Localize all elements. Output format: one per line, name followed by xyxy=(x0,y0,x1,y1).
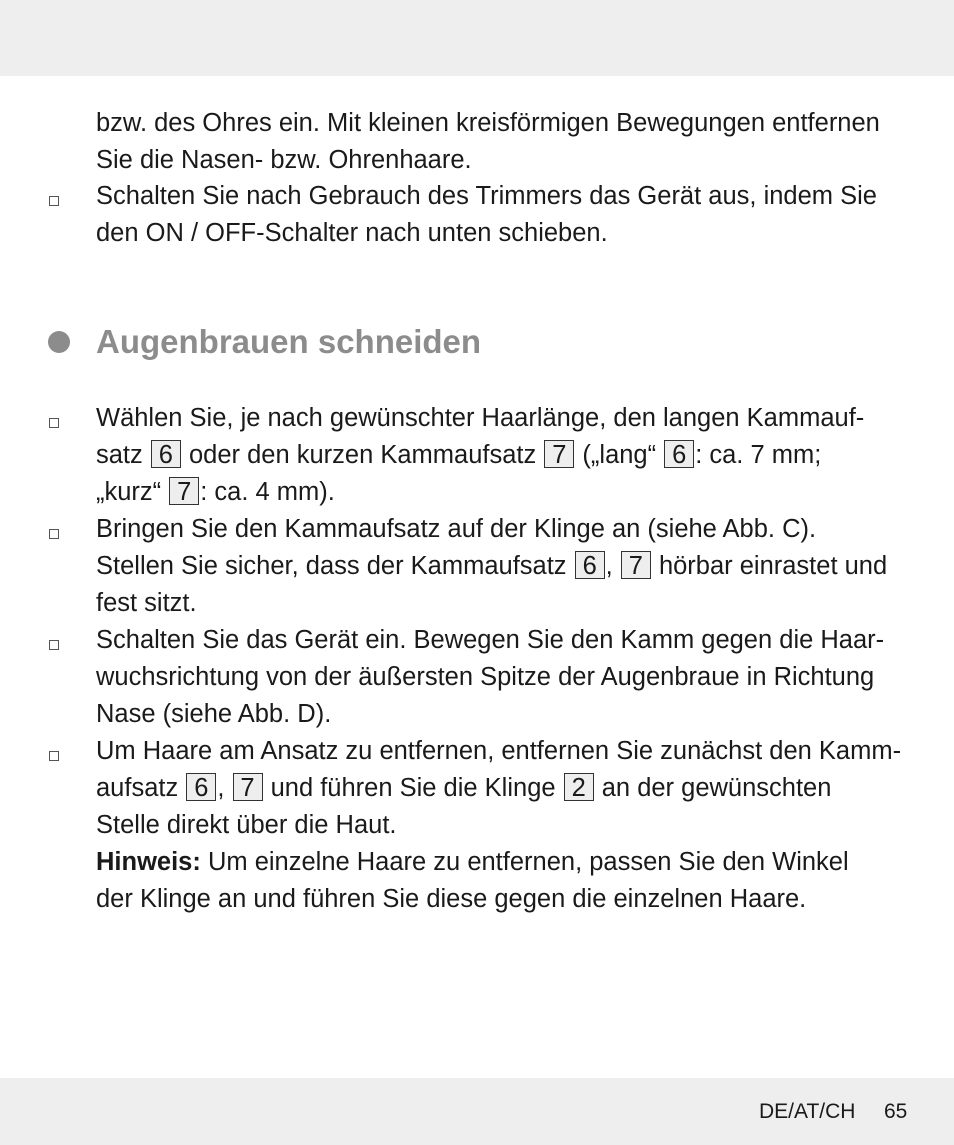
note-line-2: der Klinge an und führen Sie diese gegen die einzelnen Haare. xyxy=(96,885,807,913)
step-switch-on-line-2: wuchsrichtung von der äußersten Spitze der Augenbraue in Richtung xyxy=(96,663,875,691)
part-ref-7: 7 xyxy=(233,773,263,801)
text: satz xyxy=(96,441,143,469)
part-ref-7: 7 xyxy=(169,477,199,505)
text: an der gewünschten xyxy=(601,774,832,802)
text: Stellen Sie sicher, dass der Kammaufsatz xyxy=(96,552,567,580)
checkbox-bullet-icon xyxy=(49,640,59,650)
text: : ca. 4 mm). xyxy=(200,478,335,506)
continuation-line-2: Sie die Nasen- bzw. Ohrenhaare. xyxy=(96,146,472,174)
part-ref-7: 7 xyxy=(621,551,651,579)
note-text: Um einzelne Haare zu entfernen, passen Sie den Winkel xyxy=(207,848,849,876)
header-band xyxy=(0,0,954,76)
note-line-1 xyxy=(96,844,916,881)
text: hörbar einrastet und xyxy=(658,552,888,580)
checkbox-bullet-icon xyxy=(49,196,59,206)
step-attach-comb-line-2 xyxy=(96,548,916,585)
part-ref-2: 2 xyxy=(564,773,594,801)
text: oder den kurzen Kammaufsatz xyxy=(188,441,537,469)
part-ref-6: 6 xyxy=(575,551,605,579)
step-attach-comb-line-3: fest sitzt. xyxy=(96,589,197,617)
step-choose-comb-line-2 xyxy=(96,437,916,474)
text: („lang“ xyxy=(582,441,657,469)
step-attach-comb xyxy=(96,511,916,622)
step-remove-at-base xyxy=(96,733,916,918)
checkbox-bullet-icon xyxy=(49,529,59,539)
text: : ca. 7 mm; xyxy=(695,441,822,469)
footer-region: DE/AT/CH xyxy=(759,1100,856,1123)
step-switch-on xyxy=(96,622,916,733)
part-ref-7: 7 xyxy=(544,440,574,468)
section-heading: Augenbrauen schneiden xyxy=(96,323,482,360)
step-attach-comb-line-1: Bringen Sie den Kammaufsatz auf der Klinge an (siehe Abb. C). xyxy=(96,515,817,543)
part-ref-6: 6 xyxy=(664,440,694,468)
separator: , xyxy=(217,774,225,802)
step-switch-off-line-2: den ON / OFF-Schalter nach unten schieben. xyxy=(96,219,608,247)
continuation-paragraph xyxy=(96,105,916,179)
step-choose-comb-line-3 xyxy=(96,474,916,511)
note-label: Hinweis: xyxy=(96,848,201,876)
part-ref-6: 6 xyxy=(186,773,216,801)
step-choose-comb xyxy=(96,400,916,511)
separator: , xyxy=(605,552,613,580)
text: aufsatz xyxy=(96,774,179,802)
step-switch-off-line-1: Schalten Sie nach Gebrauch des Trimmers das Gerät aus, indem Sie xyxy=(96,182,877,210)
step-remove-at-base-line-3: Stelle direkt über die Haut. xyxy=(96,811,397,839)
part-ref-6: 6 xyxy=(151,440,181,468)
checkbox-bullet-icon xyxy=(49,418,59,428)
page-number: 65 xyxy=(884,1100,908,1123)
text: und führen Sie die Klinge xyxy=(270,774,556,802)
step-switch-on-line-1: Schalten Sie das Gerät ein. Bewegen Sie den Kamm gegen die Haar- xyxy=(96,626,885,654)
checkbox-bullet-icon xyxy=(49,751,59,761)
step-switch-off xyxy=(96,178,916,252)
section-dot-icon xyxy=(48,331,70,353)
step-remove-at-base-line-2 xyxy=(96,770,916,807)
step-remove-at-base-line-1: Um Haare am Ansatz zu entfernen, entfernen Sie zunächst den Kamm- xyxy=(96,737,902,765)
text: „kurz“ xyxy=(96,478,162,506)
step-switch-on-line-3: Nase (siehe Abb. D). xyxy=(96,700,332,728)
continuation-line-1: bzw. des Ohres ein. Mit kleinen kreisförmigen Bewegungen entfernen xyxy=(96,109,880,137)
step-choose-comb-line-1: Wählen Sie, je nach gewünschter Haarlänge, den langen Kammauf- xyxy=(96,404,865,432)
